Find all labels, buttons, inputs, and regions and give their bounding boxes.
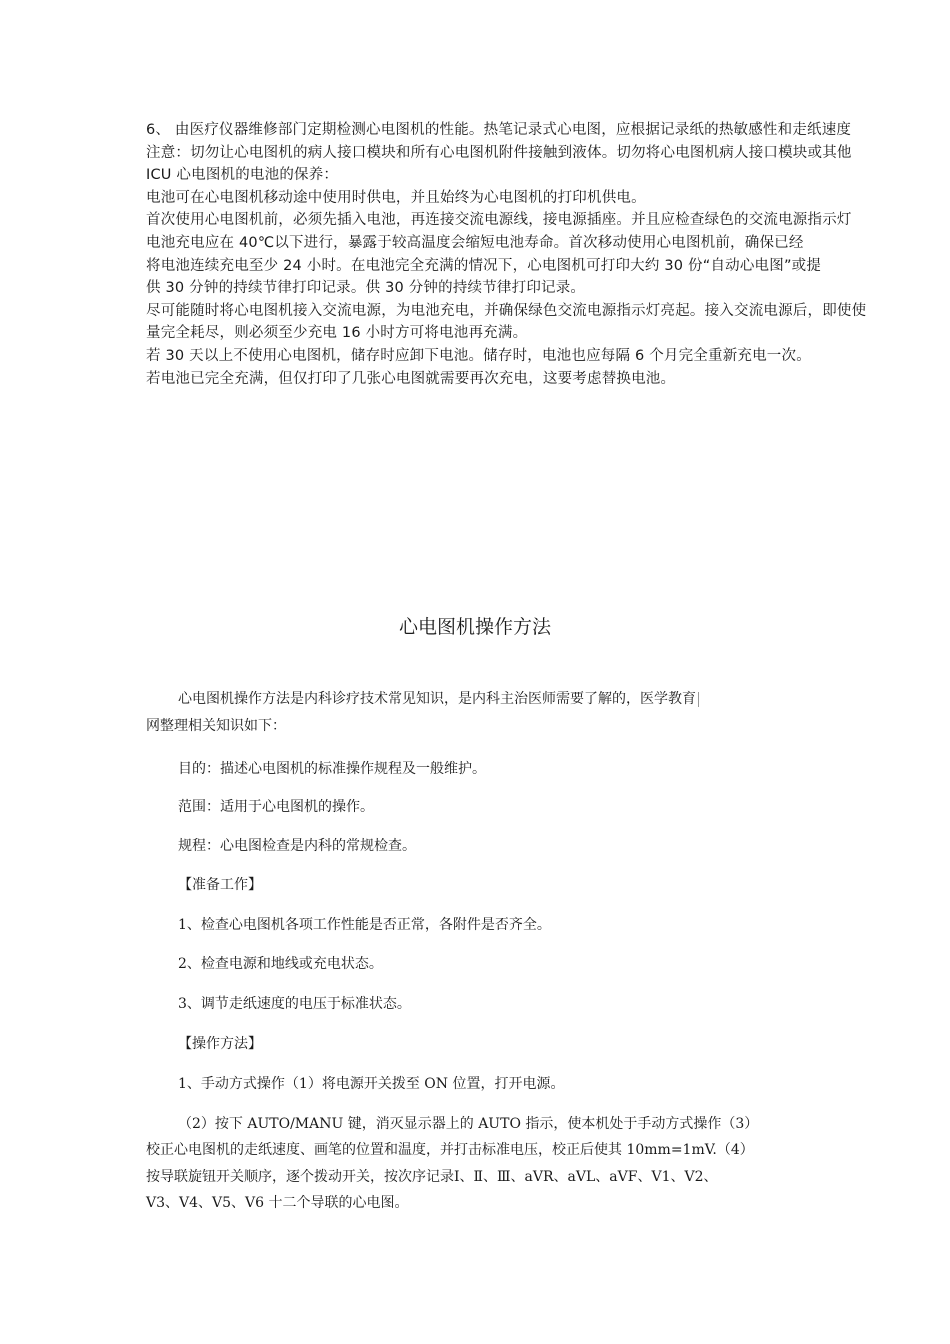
intro-paragraph	[146, 686, 806, 713]
text-cursor	[698, 692, 699, 707]
procedure-line: 规程：心电图检查是内科的常规检查。	[178, 838, 416, 854]
paragraph-line: （2）按下 AUTO/MANU 键，消灭显示器上的 AUTO 指示，使本机处于手动方式操作（3）	[178, 1116, 759, 1132]
manual-operation-paragraph	[146, 1111, 758, 1217]
scope-line: 范围：适用于心电图机的操作。	[178, 799, 374, 815]
paragraph-line: 按导联旋钮开关顺序，逐个拨动开关，按次序记录Ⅰ、Ⅱ、Ⅲ、aVR、aVL、aVF、V1、V2、	[146, 1168, 718, 1185]
text-line: 注意：切勿让心电图机的病人接口模块和所有心电图机附件接触到液体。切勿将心电图机病人接口模块或其他	[146, 144, 852, 161]
text-line: 电池可在心电图机移动途中使用时供电，并且始终为心电图机的打印机供电。	[146, 189, 646, 206]
text-line: 电池充电应在 40℃以下进行，暴露于较高温度会缩短电池寿命。首次移动使用心电图机前，确保已经	[146, 234, 804, 251]
text-line: 将电池连续充电至少 24 小时。在电池完全充满的情况下，心电图机可打印大约 30 份“自动心电图”或提	[146, 257, 822, 274]
text-line: ICU 心电图机的电池的保养：	[146, 167, 339, 184]
list-item: 1、检查心电图机各项工作性能是否正常，各附件是否齐全。	[178, 917, 551, 933]
text-line: 若 30 天以上不使用心电图机，储存时应卸下电池。储存时，电池也应每隔 6 个月完全重新充电一次。	[146, 347, 811, 364]
text-line: 首次使用心电图机前，必须先插入电池，再连接交流电源线，接电源插座。并且应检查绿色的交流电源指示灯	[146, 212, 852, 229]
section-title: 心电图机操作方法	[398, 616, 551, 638]
purpose-line: 目的：描述心电图机的标准操作规程及一般维护。	[178, 761, 486, 777]
text-line: 供 30 分钟的持续节律打印记录。供 30 分钟的持续节律打印记录。	[146, 280, 586, 297]
operation-method-section	[146, 686, 806, 1212]
list-item: 1、手动方式操作（1）将电源开关拨至 ON 位置，打开电源。	[178, 1076, 565, 1092]
text-line: 尽可能随时将心电图机接入交流电源，为电池充电，并确保绿色交流电源指示灯亮起。接入交流电源后，即使使	[146, 302, 867, 319]
operation-heading: 【操作方法】	[178, 1036, 262, 1052]
text-line: 6、 由医疗仪器维修部门定期检测心电图机的性能。热笔记录式心电图，应根据记录纸的热敏感性和走纸速度	[146, 122, 852, 138]
text-line: 量完全耗尽，则必须至少充电 16 小时方可将电池再充满。	[146, 325, 528, 342]
list-item: 2、检查电源和地线或充电状态。	[178, 956, 383, 972]
paragraph-line: V3、V4、V5、V6 十二个导联的心电图。	[146, 1195, 409, 1212]
intro-line-2: 网整理相关知识如下：	[146, 718, 286, 734]
paragraph-line: 校正心电图机的走纸速度、画笔的位置和温度，并打击标准电压，校正后使其 10mm=1mV.（4）	[146, 1142, 754, 1159]
preparation-heading: 【准备工作】	[178, 877, 262, 893]
list-item: 3、调节走纸速度的电压于标准状态。	[178, 996, 411, 1012]
intro-line-1: 心电图机操作方法是内科诊疗技术常见知识，是内科主治医师需要了解的，医学教育	[178, 691, 696, 707]
text-line: 若电池已完全充满，但仅打印了几张心电图就需要再次充电，这要考虑替换电池。	[146, 370, 676, 387]
battery-maintenance-section	[146, 119, 950, 390]
